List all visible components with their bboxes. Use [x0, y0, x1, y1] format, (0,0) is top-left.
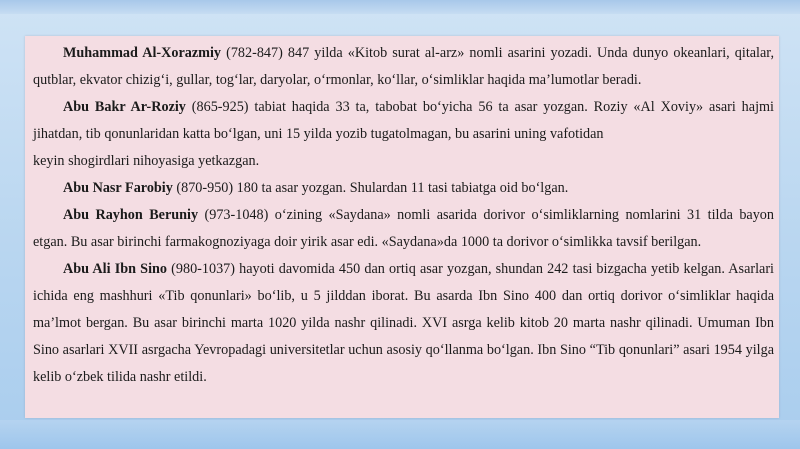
- paragraph-beruniy: [33, 202, 774, 256]
- paragraph-xorazmiy: [33, 40, 774, 94]
- paragraph-roziy-continuation: keyin shogirdlari nihoyasiga yetkazgan.: [33, 153, 260, 169]
- document-body: [33, 40, 774, 391]
- paragraph-text: (865-925) tabiat haqida 33 ta, tabobat bo‘yicha 56 ta asar yozgan. Roziy «Al Xoviy» asari hajmi jihatdan, tib qonunlaridan katta bo‘lgan, uni 15 yilda yozib tugatolmagan, bu asarini uning vafotidan: [33, 99, 774, 142]
- paragraph-text: (870-950) 180 ta asar yozgan. Shulardan 11 tasi tabiatga oid bo‘lgan.: [172, 180, 569, 196]
- paragraph-text: (973-1048) o‘zining «Saydana» nomli asarida dorivor o‘simliklarning nomlarini 31 tilda bayon etgan. Bu asar birinchi farmakognoziyaga doir yirik asar edi. «Saydana»da 1000 ta dorivor o‘simlikka tavsif berilgan.: [33, 207, 774, 250]
- paragraph-text: (980-1037) hayoti davomida 450 dan ortiq asar yozgan, shundan 242 tasi bizgacha yetib kelgan. Asarlari ichida eng mashhuri «Tib qonunlari» bo‘lib, u 5 jilddan iborat. Bu asarda Ibn Sino 400 dan ortiq dorivor o‘simliklar haqida ma’lmot bergan. Bu asar birinchi marta 1020 yilda nashr qilinadi. XVI asrga kelib kitob 20 marta nashr qilinadi. Umuman Ibn Sino asarlari XVII asrgacha Yevropadagi universitetlar uchun asosiy qo‘llanma bo‘lgan. Ibn Sino “Tib qonunlari” asari 1954 yilga kelib o‘zbek tilida nashr etildi.: [33, 261, 774, 385]
- bottom-band: [0, 420, 800, 449]
- paragraph-farobiy: [33, 175, 774, 202]
- paragraph-text: (782-847) 847 yilda «Kitob surat al-arz» nomli asarini yozadi. Unda dunyo okeanlari, qitalar, qutblar, ekvator chizig‘i, gullar, tog‘lar, daryolar, o‘rmonlar, ko‘llar, o‘simliklar haqida ma’lumotlar beradi.: [33, 45, 774, 88]
- scholar-name: Abu Ali Ibn Sino: [63, 261, 167, 277]
- scholar-name: Muhammad Al-Xorazmiy: [63, 45, 221, 61]
- scholar-name: Abu Rayhon Beruniy: [63, 207, 199, 223]
- scholar-name: Abu Nasr Farobiy: [63, 180, 173, 196]
- top-band: [0, 0, 800, 14]
- scholar-name: Abu Bakr Ar-Roziy: [63, 99, 186, 115]
- paragraph-ibn-sino: [33, 256, 774, 391]
- paragraph-roziy: [33, 94, 774, 148]
